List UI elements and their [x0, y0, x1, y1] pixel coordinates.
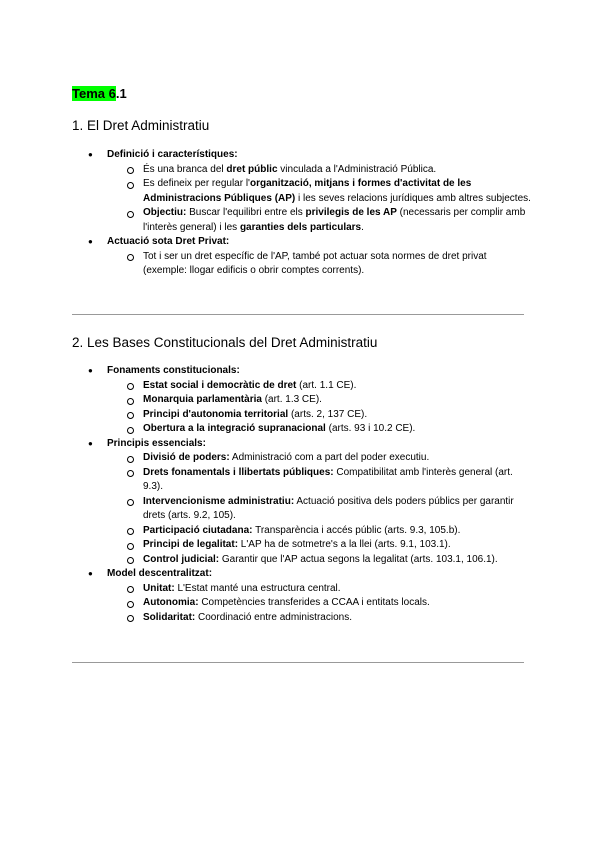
- divider: [72, 662, 524, 663]
- principis-label: Principis essencials:: [107, 437, 206, 449]
- privat-item: [72, 235, 532, 279]
- section-1-heading: 1. El Dret Administratiu: [72, 118, 210, 133]
- list-item: Objectiu: Buscar l'equilibri entre els privilegis de les AP (necessaris per complir amb l'interès general) i les garanties dels particulars.: [107, 206, 532, 235]
- list-item: És una branca del dret públic vinculada a l'Administració Pública.: [107, 163, 532, 178]
- principis-item: [72, 437, 532, 568]
- list-item: Tot i ser un dret específic de l'AP, també pot actuar sota normes de dret privat (exemple: llogar edificis o obrir comptes corrents).: [107, 250, 532, 279]
- model-item: [72, 567, 532, 625]
- fonaments-item: [72, 364, 532, 437]
- list-item: Autonomia: Competències transferides a CCAA i entitats locals.: [107, 596, 532, 611]
- definicio-label: Definició i característiques:: [107, 149, 238, 160]
- list-item: Intervencionisme administratiu: Actuació positiva dels poders públics per garantir drets (arts. 9.2, 105).: [107, 495, 532, 524]
- section-2-content: [72, 364, 532, 625]
- divider: [72, 314, 524, 315]
- list-item: Monarquia parlamentària (art. 1.3 CE).: [107, 393, 532, 408]
- privat-label: Actuació sota Dret Privat:: [107, 236, 230, 247]
- definicio-item: [72, 148, 532, 235]
- list-item: Divisió de poders: Administració com a part del poder executiu.: [107, 451, 532, 466]
- list-item: Es defineix per regular l'organització, mitjans i formes d'activitat de les Administracions Públiques (AP) i les seves relacions jurídiques amb altres subjectes.: [107, 177, 532, 206]
- list-item: Control judicial: Garantir que l'AP actua segons la legalitat (arts. 103.1, 106.1).: [107, 553, 532, 568]
- list-item: Principi de legalitat: L'AP ha de sotmetre's a la llei (arts. 9.1, 103.1).: [107, 538, 532, 553]
- list-item: Unitat: L'Estat manté una estructura central.: [107, 582, 532, 597]
- title-highlight: Tema 6: [72, 86, 116, 101]
- list-item: Estat social i democràtic de dret (art. 1.1 CE).: [107, 379, 532, 394]
- title-suffix: .1: [115, 86, 127, 101]
- list-item: Drets fonamentals i llibertats públiques: Compatibilitat amb l'interès general (art. 9.3).: [107, 466, 532, 495]
- page-title: [72, 86, 127, 101]
- list-item: Principi d'autonomia territorial (arts. 2, 137 CE).: [107, 408, 532, 423]
- list-item: Solidaritat: Coordinació entre administracions.: [107, 611, 532, 626]
- fonaments-label: Fonaments constitucionals:: [107, 365, 240, 376]
- section-1-content: [72, 148, 532, 279]
- list-item: Participació ciutadana: Transparència i accés públic (arts. 9.3, 105.b).: [107, 524, 532, 539]
- section-2-heading: 2. Les Bases Constitucionals del Dret Administratiu: [72, 335, 378, 350]
- model-label: Model descentralitzat:: [107, 568, 213, 579]
- list-item: Obertura a la integració supranacional (arts. 93 i 10.2 CE).: [107, 422, 532, 437]
